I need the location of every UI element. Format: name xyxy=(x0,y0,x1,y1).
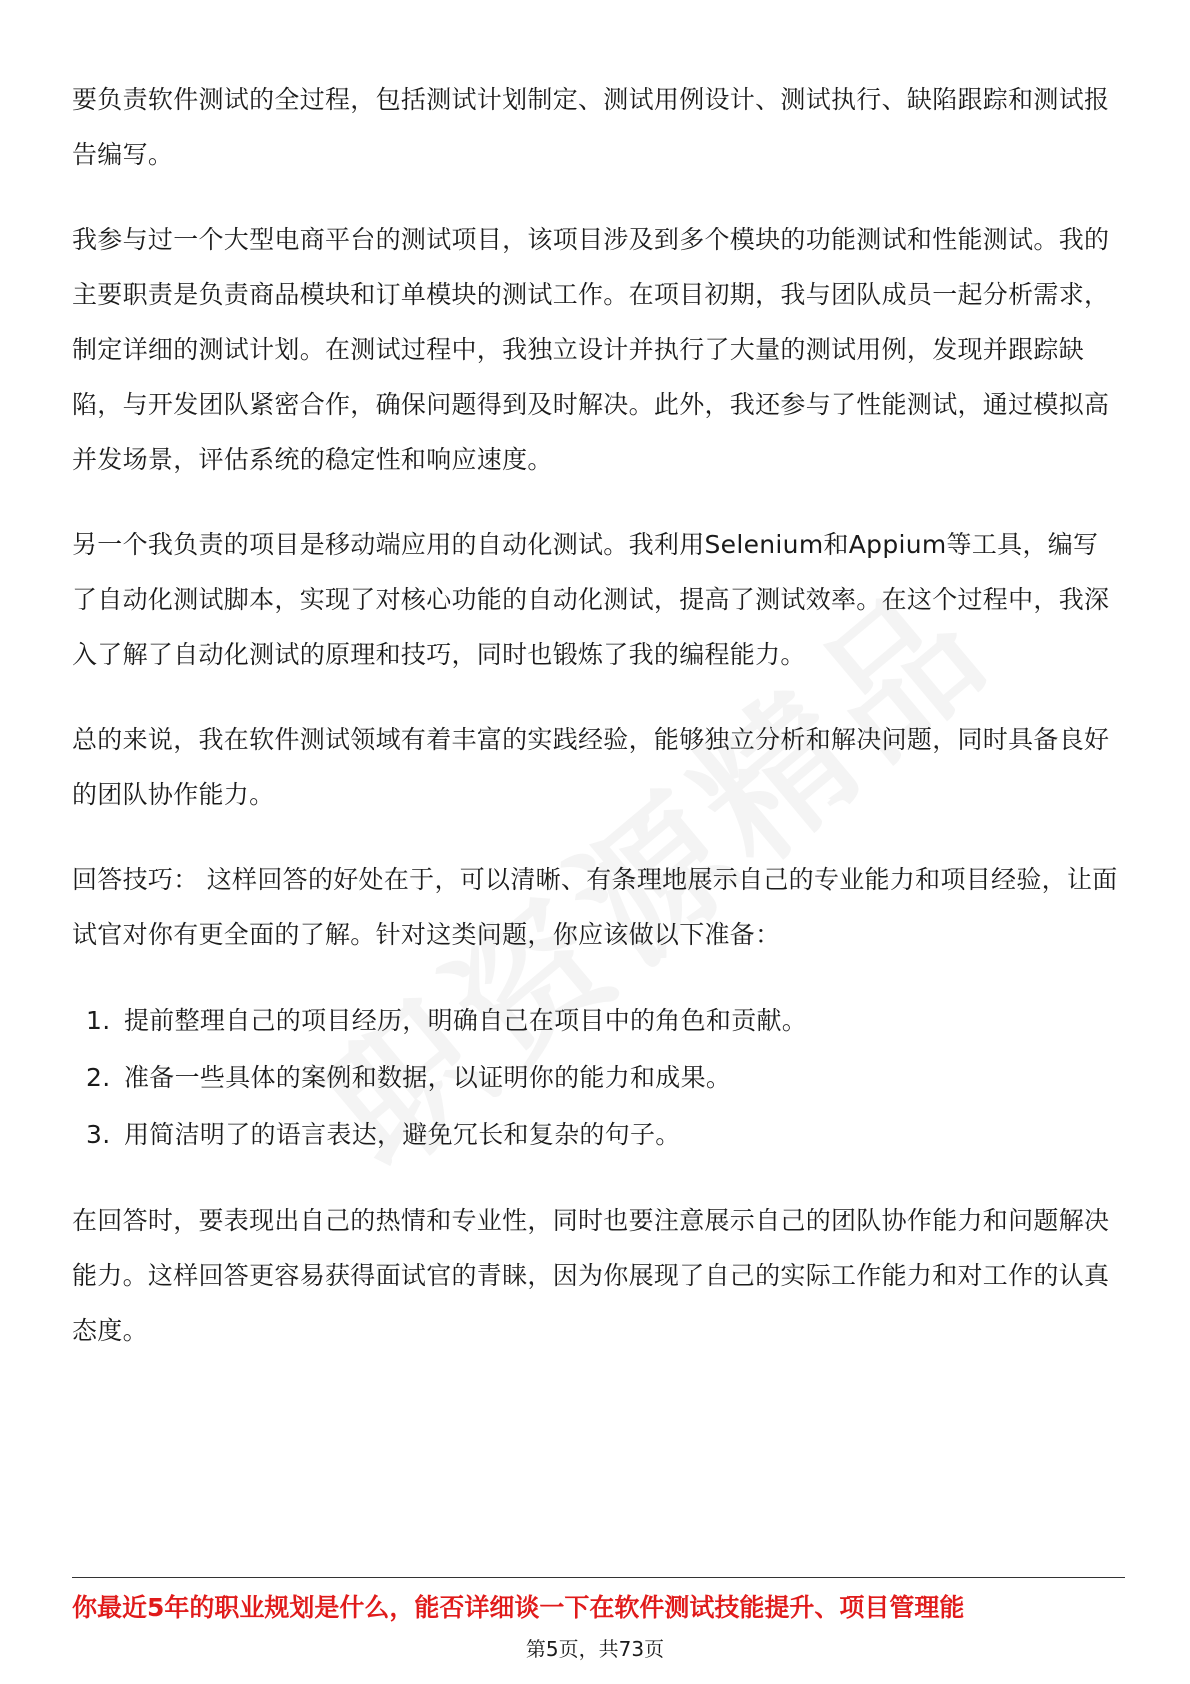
list-item-text: 用简洁明了的语言表达，避免冗长和复杂的句子。 xyxy=(124,1120,681,1149)
tips-list xyxy=(72,992,1122,1163)
paragraph-closing-advice: 在回答时，要表现出自己的热情和专业性，同时也要注意展示自己的团队协作能力和问题解决能力。这样回答更容易获得面试官的青睐，因为你展现了自己的实际工作能力和对工作的认真态度。 xyxy=(72,1206,1110,1345)
list-item-text: 准备一些具体的案例和数据，以证明你的能力和成果。 xyxy=(124,1063,732,1092)
page-number: 第5页，共73页 xyxy=(525,1637,665,1661)
list-item xyxy=(72,1049,1122,1106)
list-item xyxy=(72,1106,1122,1163)
list-item-text: 提前整理自己的项目经历，明确自己在项目中的角色和贡献。 xyxy=(124,1006,808,1035)
paragraph-summary: 总的来说，我在软件测试领域有着丰富的实践经验，能够独立分析和解决问题，同时具备良好的团队协作能力。 xyxy=(72,725,1110,809)
page-content xyxy=(72,72,1122,1388)
list-item-number: 3. xyxy=(86,1120,111,1149)
list-item-number: 2. xyxy=(86,1063,111,1092)
paragraph-answer-tips: 回答技巧： 这样回答的好处在于，可以清晰、有条理地展示自己的专业能力和项目经验，让面试官对你有更全面的了解。针对这类问题，你应该做以下准备： xyxy=(72,865,1118,949)
list-item xyxy=(72,992,1122,1049)
paragraph-responsibilities: 要负责软件测试的全过程，包括测试计划制定、测试用例设计、测试执行、缺陷跟踪和测试报告编写。 xyxy=(72,85,1110,169)
paragraph-automation-project: 另一个我负责的项目是移动端应用的自动化测试。我利用Selenium和Appium等工具，编写了自动化测试脚本，实现了对核心功能的自动化测试，提高了测试效率。在这个过程中，我深入了解了自动化测试的原理和技巧，同时也锻炼了我的编程能力。 xyxy=(72,530,1110,669)
paragraph-ecommerce-project: 我参与过一个大型电商平台的测试项目，该项目涉及到多个模块的功能测试和性能测试。我的主要职责是负责商品模块和订单模块的测试工作。在项目初期，我与团队成员一起分析需求，制定详细的测试计划。在测试过程中，我独立设计并执行了大量的测试用例，发现并跟踪缺陷，与开发团队紧密合作，确保问题得到及时解决。此外，我还参与了性能测试，通过模拟高并发场景，评估系统的稳定性和响应速度。 xyxy=(72,225,1110,474)
next-question-heading: 你最近5年的职业规划是什么，能否详细谈一下在软件测试技能提升、项目管理能 xyxy=(72,1593,965,1622)
section-divider xyxy=(72,1577,1125,1578)
list-item-number: 1. xyxy=(86,1006,111,1035)
